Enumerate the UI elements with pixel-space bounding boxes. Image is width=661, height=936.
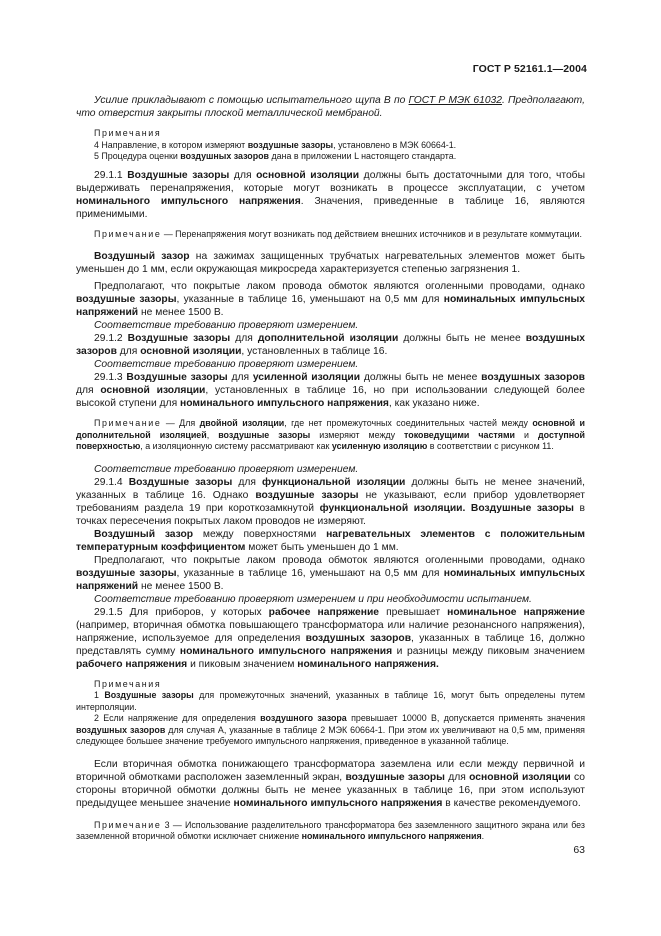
notes-title: Примечания	[94, 678, 162, 689]
text-run: Усилие прикладывают с помощью испытательного щупа В по	[94, 95, 409, 106]
term: усиленную изоляцию	[331, 441, 428, 451]
page-content	[76, 94, 585, 843]
clause-29-1-4	[76, 476, 585, 528]
text-run: для	[444, 771, 470, 783]
term: воздушных зазоров	[76, 333, 585, 357]
text-run: не указывают, если прибор удовлетворяет требованиям раздела 19 при короткозамкнутой	[76, 489, 585, 514]
text-run: не менее 1500 В.	[138, 580, 224, 592]
text-run: должны быть не менее значений, указанных в таблице 16. Однако	[76, 476, 585, 501]
text-run: для случая А, указанные в таблице 2 МЭК 60664-1. При этом их увеличивают на 0,5 мм, применяя следующее большее значение требуемого импульсного напряжения, приведенное в указанной таблице.	[76, 724, 585, 746]
term: доступной поверхностью	[76, 429, 586, 451]
term: основной изоляции	[469, 771, 571, 783]
text-run: , как указано ниже.	[388, 398, 480, 409]
text-run: 1	[94, 690, 105, 700]
text-run: Если вторичная обмотка понижающего трансформатора заземлена или если между первичной и вторичной обмотками расположен заземленный экран,	[76, 758, 585, 783]
text-run: и пиковым значением	[187, 658, 298, 670]
text-run: для	[227, 372, 253, 383]
notes-block-2	[76, 679, 585, 748]
text-run: 5 Процедура оценки	[94, 151, 181, 161]
test-probe-paragraph	[76, 94, 585, 120]
text-run: измеряют между	[310, 429, 405, 440]
text-run: и разницы между пиковым значением	[392, 645, 585, 657]
notes-block-1	[76, 128, 585, 163]
text-run: — Для	[161, 418, 200, 428]
text-run: для	[230, 333, 258, 344]
term: воздушных зазоров	[180, 151, 270, 161]
term: воздушных зазоров	[305, 632, 412, 644]
term: функциональной изоляции	[261, 476, 406, 488]
text-run: 3 — Использование разделительного трансформатора без заземленного защитного экрана или без заземленной вторичной обмотки исключает снижение	[76, 819, 585, 841]
term: воздушных зазоров	[76, 724, 166, 735]
text-run: на зажимах защищенных трубчатых нагревательных элементов может быть уменьшен до 1 мм, если окружающая микросреда характеризуется степенью загрязнения 1.	[76, 251, 585, 275]
text-run: превышает	[379, 606, 448, 618]
text-run: должны быть не менее	[360, 372, 482, 383]
text-run: в качестве рекомендуемого.	[442, 797, 581, 809]
term: нагревательных элементов с положительным температурным коэффициентом	[76, 528, 585, 553]
text-run: в соответствии с рисунком 11.	[427, 441, 554, 451]
clause-29-1-1	[76, 169, 585, 221]
tubular-heater-paragraph	[76, 250, 585, 276]
term: Воздушные зазоры	[104, 690, 194, 700]
term: рабочее напряжение	[268, 606, 380, 618]
text-run: для	[76, 385, 101, 396]
text-run: Предполагают, что покрытые лаком провода обмоток являются оголенными проводами, однако	[94, 554, 585, 566]
term: Воздушный зазор	[94, 251, 190, 262]
text-run: в точках пересечения покрытых лаком проводов не измеряют.	[76, 502, 585, 527]
note-5	[76, 151, 585, 163]
secondary-winding-paragraph	[76, 758, 585, 810]
term: основной и дополнительной изоляцией	[76, 418, 585, 440]
term: Воздушные зазоры	[470, 502, 574, 514]
note-4	[76, 140, 585, 152]
term: воздушные зазоры	[218, 429, 311, 440]
compliance-check-2: Соответствие требованию проверяют измерением.	[94, 359, 359, 370]
text-run: (например, вторичная обмотка повышающего трансформатора или наличие резонансного напряжения), напряжение, используемое для определения	[76, 619, 585, 644]
term: основной изоляции	[100, 385, 206, 396]
text-run: , установленных в таблице 16, но при использовании следующей более высокой ступени для	[76, 385, 586, 409]
text-run: может быть уменьшен до 1 мм.	[245, 541, 399, 553]
text-run: для	[232, 476, 262, 488]
text-run: 2 Если напряжение для определения	[94, 713, 261, 723]
text-run: . Предполагают, что отверстия закрыты плоской металлической мембраной.	[76, 95, 586, 119]
text-run: , установленных в таблице 16.	[241, 346, 388, 357]
text-run: для	[229, 169, 257, 181]
term: воздушных зазоров	[481, 372, 585, 383]
term: воздушные зазоры	[255, 489, 359, 501]
term: токоведущими частями	[404, 429, 515, 440]
standard-reference-link: ГОСТ Р МЭК 61032	[408, 95, 503, 106]
term: Воздушные зазоры	[128, 476, 233, 488]
term: номинального импульсного напряжения	[179, 645, 393, 657]
text-run: , а изоляционную систему рассматривают как	[140, 441, 332, 451]
note-label: Примечание	[94, 819, 162, 830]
text-run: дана в приложении L настоящего стандарта.	[269, 151, 457, 161]
term: номинальных импульсных напряжений	[76, 294, 585, 318]
text-run: . Значения, приведенные в таблице 16, являются применимыми.	[76, 195, 585, 220]
term: усиленной изоляции	[252, 372, 361, 383]
note-label: Примечание	[94, 418, 162, 428]
text-run: , установлено в МЭК 60664-1.	[333, 139, 457, 150]
term: Воздушные зазоры	[126, 372, 228, 383]
text-run: .	[481, 831, 485, 841]
text-run: Предполагают, что покрытые лаком провода обмоток являются оголенными проводами, однако	[94, 281, 585, 292]
text-run: для промежуточных значений, указанных в таблице 16, могут быть определены путем интерполяции.	[76, 690, 586, 712]
term: рабочего напряжения	[76, 658, 188, 670]
term: Воздушные зазоры	[127, 169, 230, 181]
note-double-insulation	[76, 418, 585, 453]
term: воздушные зазоры	[76, 567, 177, 579]
term: номинальных импульсных напряжений	[76, 567, 585, 592]
note-1	[76, 690, 585, 713]
clause-29-1-3	[76, 371, 585, 410]
text-run: ,	[206, 429, 219, 440]
term: воздушного зазора	[260, 713, 347, 723]
note-overvoltage	[76, 229, 585, 241]
lacquer-wire-paragraph-1	[76, 280, 585, 319]
clause-29-1-2	[76, 332, 585, 358]
term: Воздушные зазоры	[127, 333, 231, 344]
text-run: , указанные в таблице 16, уменьшают на 0,5 мм для	[176, 567, 444, 579]
text-run: и	[514, 429, 539, 440]
clause-number: 29.1.5 Для приборов, у которых	[94, 606, 269, 618]
clause-number: 29.1.4	[94, 476, 129, 488]
text-run: должны быть достаточными для того, чтобы выдерживать перенапряжения, которые могут возникать в процессе эксплуатации, с учетом	[76, 169, 585, 194]
term: воздушные зазоры	[247, 139, 334, 150]
note-label: Примечание	[94, 228, 162, 239]
text-run: со стороны вторичной обмотки должны быть не менее указанных в таблице 16, при этом используют предыдущее меньшее значение	[76, 771, 586, 809]
term: номинального импульсного напряжения	[233, 797, 443, 809]
page-number: 63	[573, 844, 585, 856]
term: основной изоляции	[140, 346, 242, 357]
text-run: 4 Направление, в котором измеряют	[94, 139, 248, 150]
clause-number: 29.1.2	[94, 333, 128, 344]
notes-title: Примечания	[94, 128, 162, 138]
term: номинального импульсного напряжения	[76, 195, 301, 207]
text-run: , указанные в таблице 16, уменьшают на 0,5 мм для	[176, 294, 444, 305]
text-run: , где нет промежуточных соединительных частей между	[284, 418, 533, 428]
compliance-check-3: Соответствие требованию проверяют измерением.	[94, 463, 359, 475]
text-run: между поверхностями	[193, 528, 327, 540]
term: воздушные зазоры	[76, 294, 177, 305]
text-run: должны быть не менее	[398, 333, 526, 344]
compliance-check-4: Соответствие требованию проверяют измерением и при необходимости испытанием.	[94, 593, 532, 605]
term: номинального импульсного напряжения	[301, 831, 482, 841]
text-run: для	[116, 346, 141, 357]
term: дополнительной изоляции	[257, 333, 399, 344]
term: функциональной изоляции.	[319, 502, 466, 514]
clause-number: 29.1.3	[94, 372, 127, 383]
term: номинального импульсного напряжения	[180, 398, 389, 409]
term: двойной изоляции	[199, 418, 285, 428]
clause-number: 29.1.1	[94, 169, 128, 181]
compliance-check-1: Соответствие требованию проверяют измерением.	[94, 320, 359, 331]
clause-29-1-5	[76, 606, 585, 671]
term: воздушные зазоры	[345, 771, 445, 783]
text-run: не менее 1500 В.	[138, 307, 224, 318]
lacquer-wire-paragraph-2	[76, 554, 585, 593]
term: основной изоляции	[256, 169, 360, 181]
note-3	[76, 820, 585, 843]
term: номинального напряжения.	[297, 658, 439, 670]
document-header: ГОСТ Р 52161.1—2004	[472, 63, 587, 75]
text-run: , указанных в таблице 16, должно представлять сумму	[76, 632, 585, 657]
term: Воздушный зазор	[94, 528, 194, 540]
text-run: превышает 10000 В, допускается применять значения	[346, 713, 585, 723]
text-run: — Перенапряжения могут возникать под действием внешних источников и в результате коммутации.	[161, 228, 583, 239]
note-2	[76, 713, 585, 748]
ptc-heater-paragraph	[76, 528, 585, 554]
term: номинальное напряжение	[447, 606, 585, 618]
